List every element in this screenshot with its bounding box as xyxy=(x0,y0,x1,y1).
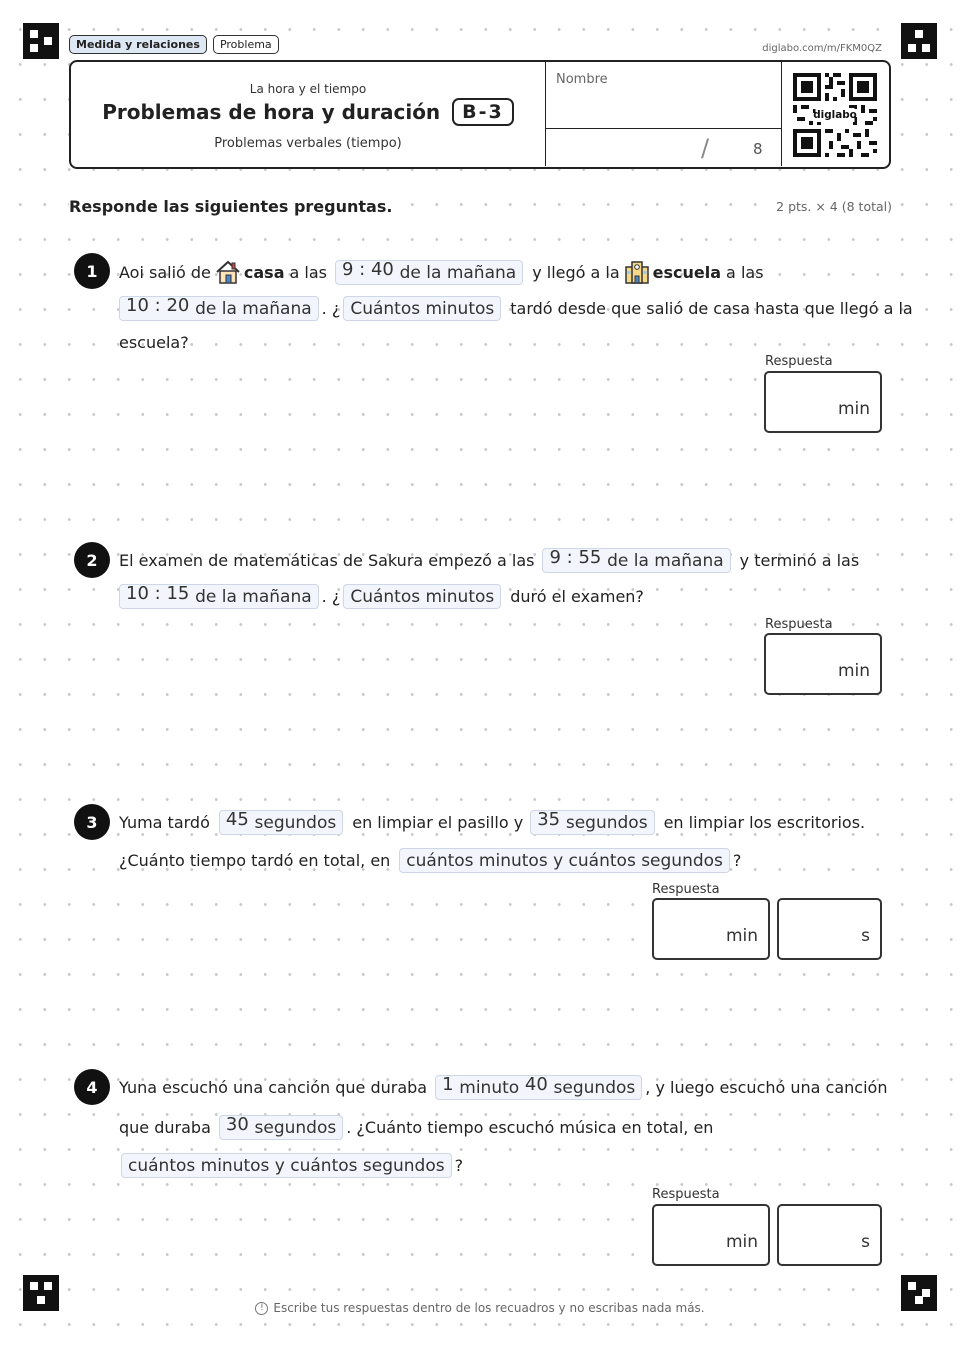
ask-minutes-and-seconds: cuántos minutos y cuántos segundos xyxy=(399,848,730,873)
worksheet-title: Problemas de hora y duración xyxy=(102,100,441,124)
answer-label-1: Respuesta xyxy=(765,354,833,369)
question-number-1: 1 xyxy=(74,253,110,289)
question-number-3: 3 xyxy=(74,804,110,840)
time-end-10-15: 10 : 15 de la mañana xyxy=(119,584,319,609)
footer-text: Escribe tus respuestas dentro de los recuadros y no escribas nada más. xyxy=(273,1301,705,1315)
points-info: 2 pts. × 4 (8 total) xyxy=(776,199,892,214)
answer-box-4-sec[interactable]: s xyxy=(777,1204,882,1266)
qr-section xyxy=(781,62,888,166)
ask-minutes-and-seconds: cuántos minutos y cuántos segundos xyxy=(121,1153,452,1178)
name-field[interactable] xyxy=(545,62,781,166)
worksheet-header xyxy=(69,60,891,169)
score-slash: / xyxy=(701,134,710,162)
question-4-line-1: Yuna escuchó una canción que duraba 1 minuto 40 segundos , y luego escuchó una canción xyxy=(119,1073,888,1098)
question-number-4: 4 xyxy=(74,1069,110,1105)
question-4-line-3: cuántos minutos y cuántos segundos ? xyxy=(119,1149,463,1181)
duration-30-seconds: 30 segundos xyxy=(219,1115,343,1140)
question-1-line-1: Aoi salió de casa a las 9 : 40 de la mañana y llegó a la escuela a las xyxy=(119,256,764,288)
duration-45-seconds: 45 segundos xyxy=(219,810,343,835)
ask-minutes: Cuántos minutos xyxy=(343,584,501,609)
worksheet-url: diglabo.com/m/FKM0QZ xyxy=(762,43,882,54)
instructions: Responde las siguientes preguntas. xyxy=(69,197,393,216)
answer-label-4: Respuesta xyxy=(652,1187,720,1202)
answer-box-2-min[interactable]: min xyxy=(764,633,882,695)
place-home: casa xyxy=(243,262,285,282)
school-icon xyxy=(624,259,650,285)
question-2-line-2: 10 : 15 de la mañana . ¿ Cuántos minutos duró el examen? xyxy=(119,580,644,612)
info-icon: ! xyxy=(255,1302,268,1315)
name-divider xyxy=(546,128,782,129)
ask-minutes: Cuántos minutos xyxy=(343,296,501,321)
question-4-line-2: que duraba 30 segundos . ¿Cuánto tiempo escuchó música en total, en xyxy=(119,1113,714,1138)
qr-code-icon xyxy=(793,73,877,157)
time-end-10-20: 10 : 20 de la mañana xyxy=(119,296,319,321)
answer-box-3-min[interactable]: min xyxy=(652,898,770,960)
duration-35-seconds: 35 segundos xyxy=(530,810,654,835)
question-3-line-1: Yuma tardó 45 segundos en limpiar el pasillo y 35 segundos en limpiar los escritorios. xyxy=(119,808,866,833)
answer-label-3: Respuesta xyxy=(652,882,720,897)
duration-1-min-40-sec: 1 minuto 40 segundos xyxy=(435,1075,642,1100)
tag-category: Medida y relaciones xyxy=(69,35,207,54)
tag-type: Problema xyxy=(213,35,279,54)
registration-marker-top-right xyxy=(901,23,937,59)
name-label: Nombre xyxy=(556,72,608,87)
answer-label-2: Respuesta xyxy=(765,617,833,632)
worksheet-supertitle: La hora y el tiempo xyxy=(249,82,367,96)
answer-box-3-sec[interactable]: s xyxy=(777,898,882,960)
score-total: 8 xyxy=(753,140,763,158)
answer-box-1-min[interactable]: min xyxy=(764,371,882,433)
category-tags xyxy=(69,35,279,54)
question-1-line-3: escuela? xyxy=(119,332,189,352)
worksheet-subtitle: Problemas verbales (tiempo) xyxy=(214,136,402,151)
footer-note xyxy=(0,1299,960,1315)
answer-box-4-min[interactable]: min xyxy=(652,1204,770,1266)
time-start-9-55: 9 : 55 de la mañana xyxy=(542,548,730,573)
registration-marker-top-left xyxy=(23,23,59,59)
qr-label: diglabo xyxy=(813,109,857,122)
title-section xyxy=(71,62,545,166)
question-2-line-1: El examen de matemáticas de Sakura empezó a las 9 : 55 de la mañana y terminó a las xyxy=(119,546,860,571)
question-3-line-2: ¿Cuánto tiempo tardó en total, en cuántos minutos y cuántos segundos ? xyxy=(119,844,741,876)
place-school: escuela xyxy=(652,262,722,282)
worksheet-code-badge: B-3 xyxy=(452,98,514,126)
question-1-line-2: 10 : 20 de la mañana . ¿ Cuántos minutos tardó desde que salió de casa hasta que llegó a la xyxy=(119,292,913,324)
question-number-2: 2 xyxy=(74,542,110,578)
time-start-9-40: 9 : 40 de la mañana xyxy=(335,260,523,285)
house-icon xyxy=(215,259,241,285)
